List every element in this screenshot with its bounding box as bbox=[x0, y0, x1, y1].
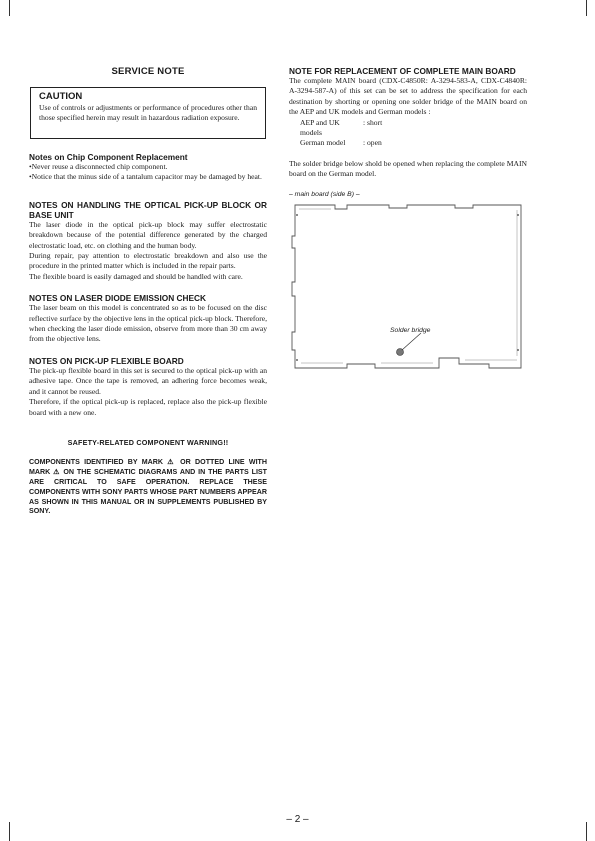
left-column bbox=[29, 66, 267, 517]
page-number: – 2 – bbox=[286, 814, 309, 825]
solder-bridge-label: Solder bridge bbox=[390, 326, 431, 334]
caution-box bbox=[30, 87, 266, 139]
model-name: AEP and UK models bbox=[300, 117, 340, 138]
model-name: German model bbox=[300, 138, 346, 148]
flex-paragraph: The pick-up flexible board in this set is secured to the optical pick-up with an adhesive tape. Once the tape is removed, an adhering force becomes weak, and it cannot be reused. bbox=[29, 365, 267, 396]
right-column bbox=[289, 66, 527, 375]
main-board-outline bbox=[289, 200, 529, 375]
model-row bbox=[300, 138, 527, 148]
caution-title: CAUTION bbox=[39, 91, 83, 102]
service-note-title: SERVICE NOTE bbox=[111, 66, 185, 77]
optical-paragraph: The laser diode in the optical pick-up block may suffer electrostatic breakdown because of the potential difference generated by the charged electrostatic load, etc. on clothing and the human body. bbox=[29, 219, 267, 250]
caution-text: Use of controls or adjustments or performance of procedures other than those specified herein may result in hazardous radiation exposure. bbox=[39, 103, 257, 122]
optical-paragraph: During repair, pay attention to electrostatic breakdown and also use the procedure in the printed matter which is included in the repair parts. bbox=[29, 251, 267, 271]
solder-bridge-mark bbox=[397, 348, 404, 355]
model-setting: : open bbox=[363, 138, 382, 148]
main-board-heading: NOTE FOR REPLACEMENT OF COMPLETE MAIN BOARD bbox=[289, 66, 516, 76]
safety-warning-title: SAFETY-RELATED COMPONENT WARNING!! bbox=[67, 437, 229, 447]
laser-heading: NOTES ON LASER DIODE EMISSION CHECK bbox=[29, 293, 207, 304]
crop-mark-top-right bbox=[586, 0, 587, 16]
flex-heading: NOTES ON PICK-UP FLEXIBLE BOARD bbox=[29, 355, 184, 366]
optical-heading: NOTES ON HANDLING THE OPTICAL PICK-UP BLOCK OR BASE UNIT bbox=[29, 199, 267, 220]
safety-warning-text: COMPONENTS IDENTIFIED BY MARK ⚠ OR DOTTED LINE WITH MARK ⚠ ON THE SCHEMATIC DIAGRAMS AND IN THE PARTS LIST ARE CRITICAL TO SAFE OPERATION. REPLACE THESE COMPONENTS WITH SONY PARTS WHOSE PART NUMBERS APPEAR AS SHOWN IN THIS MANUAL OR IN SUPPLEMENTS PUBLISHED BY SONY. bbox=[29, 457, 267, 516]
model-setting: : short bbox=[363, 117, 383, 127]
chip-item: •Notice that the minus side of a tantalum capacitor may be damaged by heat. bbox=[29, 172, 262, 182]
main-board-diagram bbox=[289, 200, 529, 375]
chip-heading: Notes on Chip Component Replacement bbox=[29, 152, 188, 162]
laser-paragraph: The laser beam on this model is concentrated so as to be focused on the disc reflective surface by the objective lens in the optical pick-up block. Therefore, when checking the laser diode emission, observe from more than 30 cm away from the objective lens. bbox=[29, 303, 267, 344]
chip-item: •Never reuse a disconnected chip component. bbox=[29, 162, 168, 171]
flex-paragraph: Therefore, if the optical pick-up is replaced, replace also the pick-up flexible board with a new one. bbox=[29, 397, 267, 417]
solder-bridge-leader bbox=[402, 333, 421, 350]
model-row bbox=[300, 118, 527, 139]
main-board-intro: The complete MAIN board (CDX-C4850R: A-3294-583-A, CDX-C4840R: A-3294-587-A) of this set can be set to address the specification for each destination by shorting or opening one solder bridge of the MAIN board on the AEP and UK models and German models : bbox=[289, 76, 527, 117]
crop-mark-top-left bbox=[9, 0, 10, 16]
model-settings bbox=[289, 118, 527, 149]
optical-paragraph: The flexible board is easily damaged and should be handled with care. bbox=[29, 271, 243, 281]
solder-bridge-note: The solder bridge below shold be opened when replacing the complete MAIN board on the German model. bbox=[289, 158, 527, 179]
board-label: – main board (side B) – bbox=[289, 190, 360, 198]
